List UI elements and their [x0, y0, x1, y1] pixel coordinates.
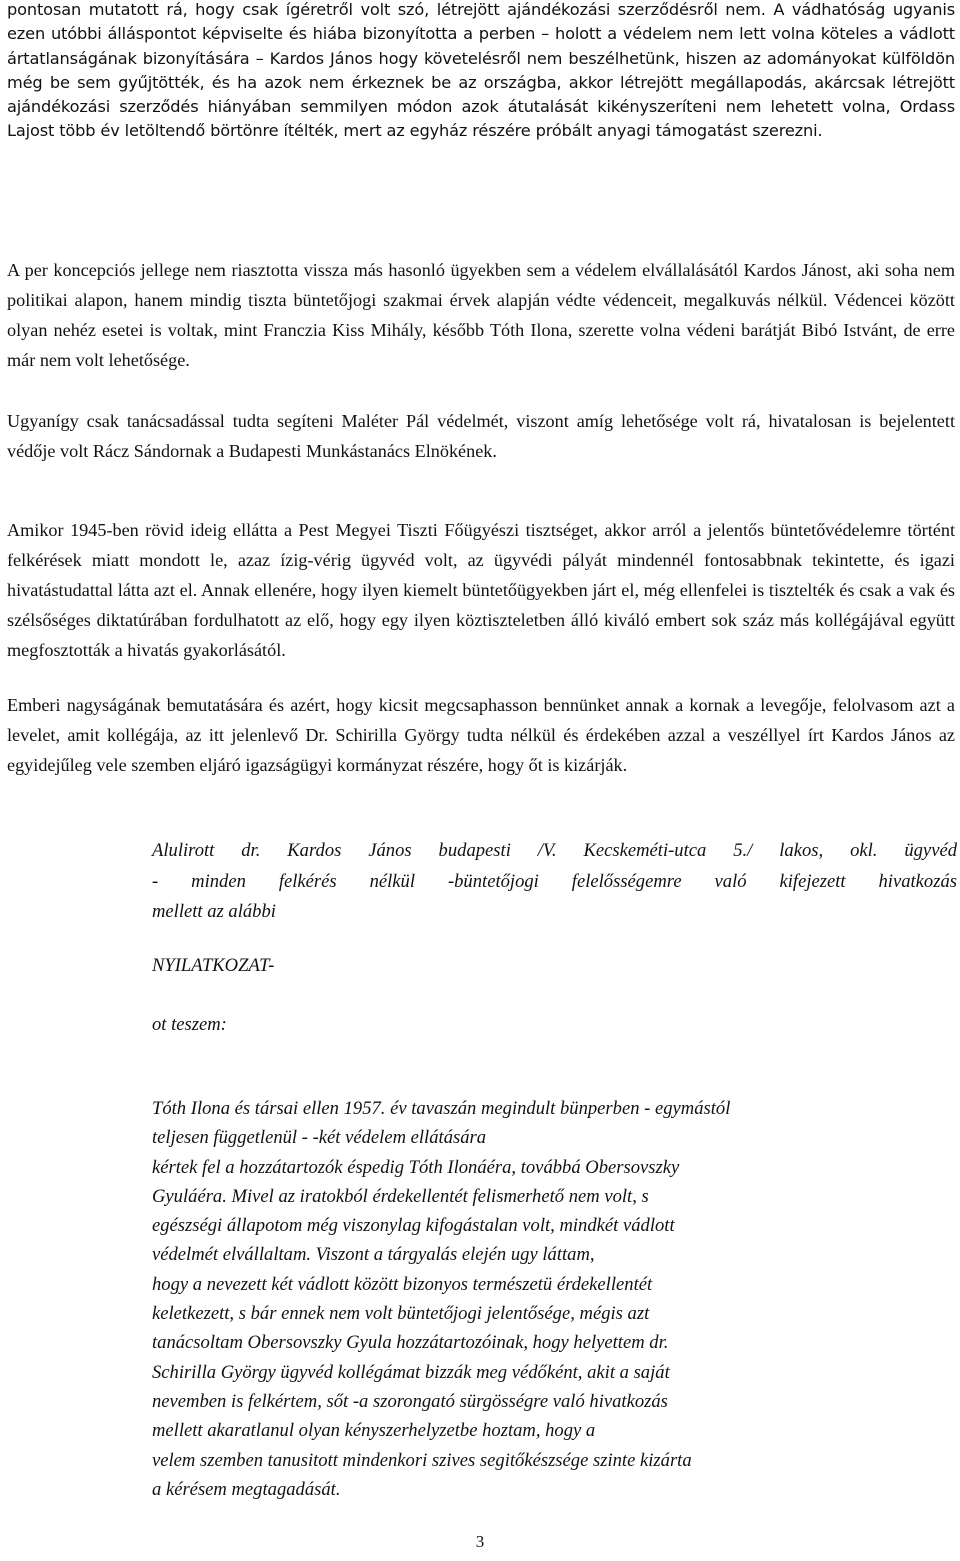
letter-body-line: Tóth Ilona és társai ellen 1957. év tavaszán megindult bünperben - egymástól — [152, 1098, 731, 1119]
letter-subtitle: ot teszem: — [152, 1014, 227, 1035]
body-paragraph-4: Amikor 1945-ben rövid ideig ellátta a Pest Megyei Tiszti Főügyészi tisztséget, akkor arról a jelentős büntetővédelemre történt felkérések miatt mondott le, azaz ízig-vérig ügyvéd volt, az ügyvédi pályát mindennél fontosabbnak tekintette, és igazi hivatástudattal látta azt el. Annak ellenére, hogy ilyen kiemelt büntetőügyekben járt el, még ellenfelei is tisztelték és csak a vak és szélsőséges diktatúrában fordulhatott az elő, hogy egy ilyen köztiszteletben álló kiváló embert sok száz más kollégájával együtt megfosztották a hivatás gyakorlásától. — [7, 520, 955, 661]
letter-body-line: mellett akaratlanul olyan kényszerhelyzetbe hoztam, hogy a — [152, 1420, 596, 1442]
letter-body-line: velem szemben tanusitott mindenkori szives segitőkészsége szinte kizárta — [152, 1449, 692, 1471]
letter-body-line: Schirilla György ügyvéd kollégámat bizzák meg védőként, akit a saját — [152, 1361, 670, 1383]
body-paragraph-5: Emberi nagyságának bemutatására és azért, hogy kicsit megcsaphasson bennünket annak a kornak a levegője, felolvasom azt a levelet, amit kollégája, az itt jelenlevő Dr. Schirilla György tudta nélkül és érdekében azzal a veszéllyel írt Kardos János az egyidejűleg vele szemben eljáró igazságügyi kormányzat részére, hogy őt is kizárják. — [7, 695, 955, 776]
letter-intro — [152, 836, 957, 928]
letter-intro-line: mellett az alábbi — [152, 901, 276, 922]
body-paragraph-1: pontosan mutatott rá, hogy csak ígéretről volt szó, létrejött ajándékozási szerződésről nem. A vádhatóság ugyanis ezen utóbbi álláspontot képviselte és hiába bizonyította a perben – holott a védelem nem lett volna köteles a vádlott ártatlanságának bizonyítására – Kardos János hogy követelésről nem beszélhetünk, hiszen az adományokat külföldön még be sem gyűjtötték, és ha azok nem érkeznek be az országba, akkor létrejött megállapodás, akárcsak létrejött ajándékozási szerződés hiányában semmilyen módon azok átutalását kikényszeríteni nem lehetett volna, Ordass Lajost több év letöltendő börtönre ítélték, mert az egyház részére próbált anyagi támogatást szerezni. — [7, 0, 955, 141]
page-number: 3 — [475, 1532, 485, 1551]
letter-body-line: tanácsoltam Obersovszky Gyula hozzátartozóinak, hogy helyettem dr. — [152, 1332, 669, 1354]
letter-body-line: a kérésem megtagadását. — [152, 1478, 341, 1500]
letter-body-line: hogy a nevezett két vádlott között bizonyos természetü érdekellentét — [152, 1273, 653, 1295]
letter-body-line: Gyuláéra. Mivel az iratokból érdekellentét felismerhető nem volt, s — [152, 1185, 649, 1207]
letter-intro-line: - minden felkérés nélkül -büntetőjogi felelősségemre való kifejezett hivatkozás — [152, 870, 957, 892]
letter-body-line: teljesen függetlenül - -két védelem ellátására — [152, 1127, 487, 1149]
letter-title: NYILATKOZAT- — [152, 955, 275, 976]
letter-body — [152, 1094, 957, 1504]
letter-body-line: védelmét elvállaltam. Viszont a tárgyalás elején ugy láttam, — [152, 1244, 595, 1266]
letter-body-line: nevemben is felkértem, sőt -a szorongató sürgösségre való hivatkozás — [152, 1390, 668, 1412]
body-paragraph-3: Ugyanígy csak tanácsadással tudta segíteni Maléter Pál védelmét, viszont amíg lehetősége volt rá, hivatalosan is bejelentett védője volt Rácz Sándornak a Budapesti Munkástanács Elnökének. — [7, 411, 955, 462]
letter-body-line: keletkezett, s bár ennek nem volt büntetőjogi jelentősége, mégis azt — [152, 1303, 650, 1325]
letter-intro-line: Alulirott dr. Kardos János budapesti /V. Kecskeméti-utca 5./ lakos, okl. ügyvéd — [152, 840, 957, 861]
letter-body-line: kértek fel a hozzátartozók éspedig Tóth Ilonáéra, továbbá Obersovszky — [152, 1156, 680, 1178]
body-paragraph-2: A per koncepciós jellege nem riasztotta vissza más hasonló ügyekben sem a védelem elvállalásától Kardos Jánost, aki soha nem politikai alapon, hanem mindig tiszta büntetőjogi szakmai érvek alapján védte védenceit, megalkuvás nélkül. Védencei között olyan nehéz esetei is voltak, mint Franczia Kiss Mihály, később Tóth Ilona, szerette volna védeni barátját Bibó Istvánt, de erre már nem volt lehetősége. — [7, 260, 955, 371]
letter-body-line: egészségi állapotom még viszonylag kifogástalan volt, mindkét vádlott — [152, 1215, 675, 1237]
